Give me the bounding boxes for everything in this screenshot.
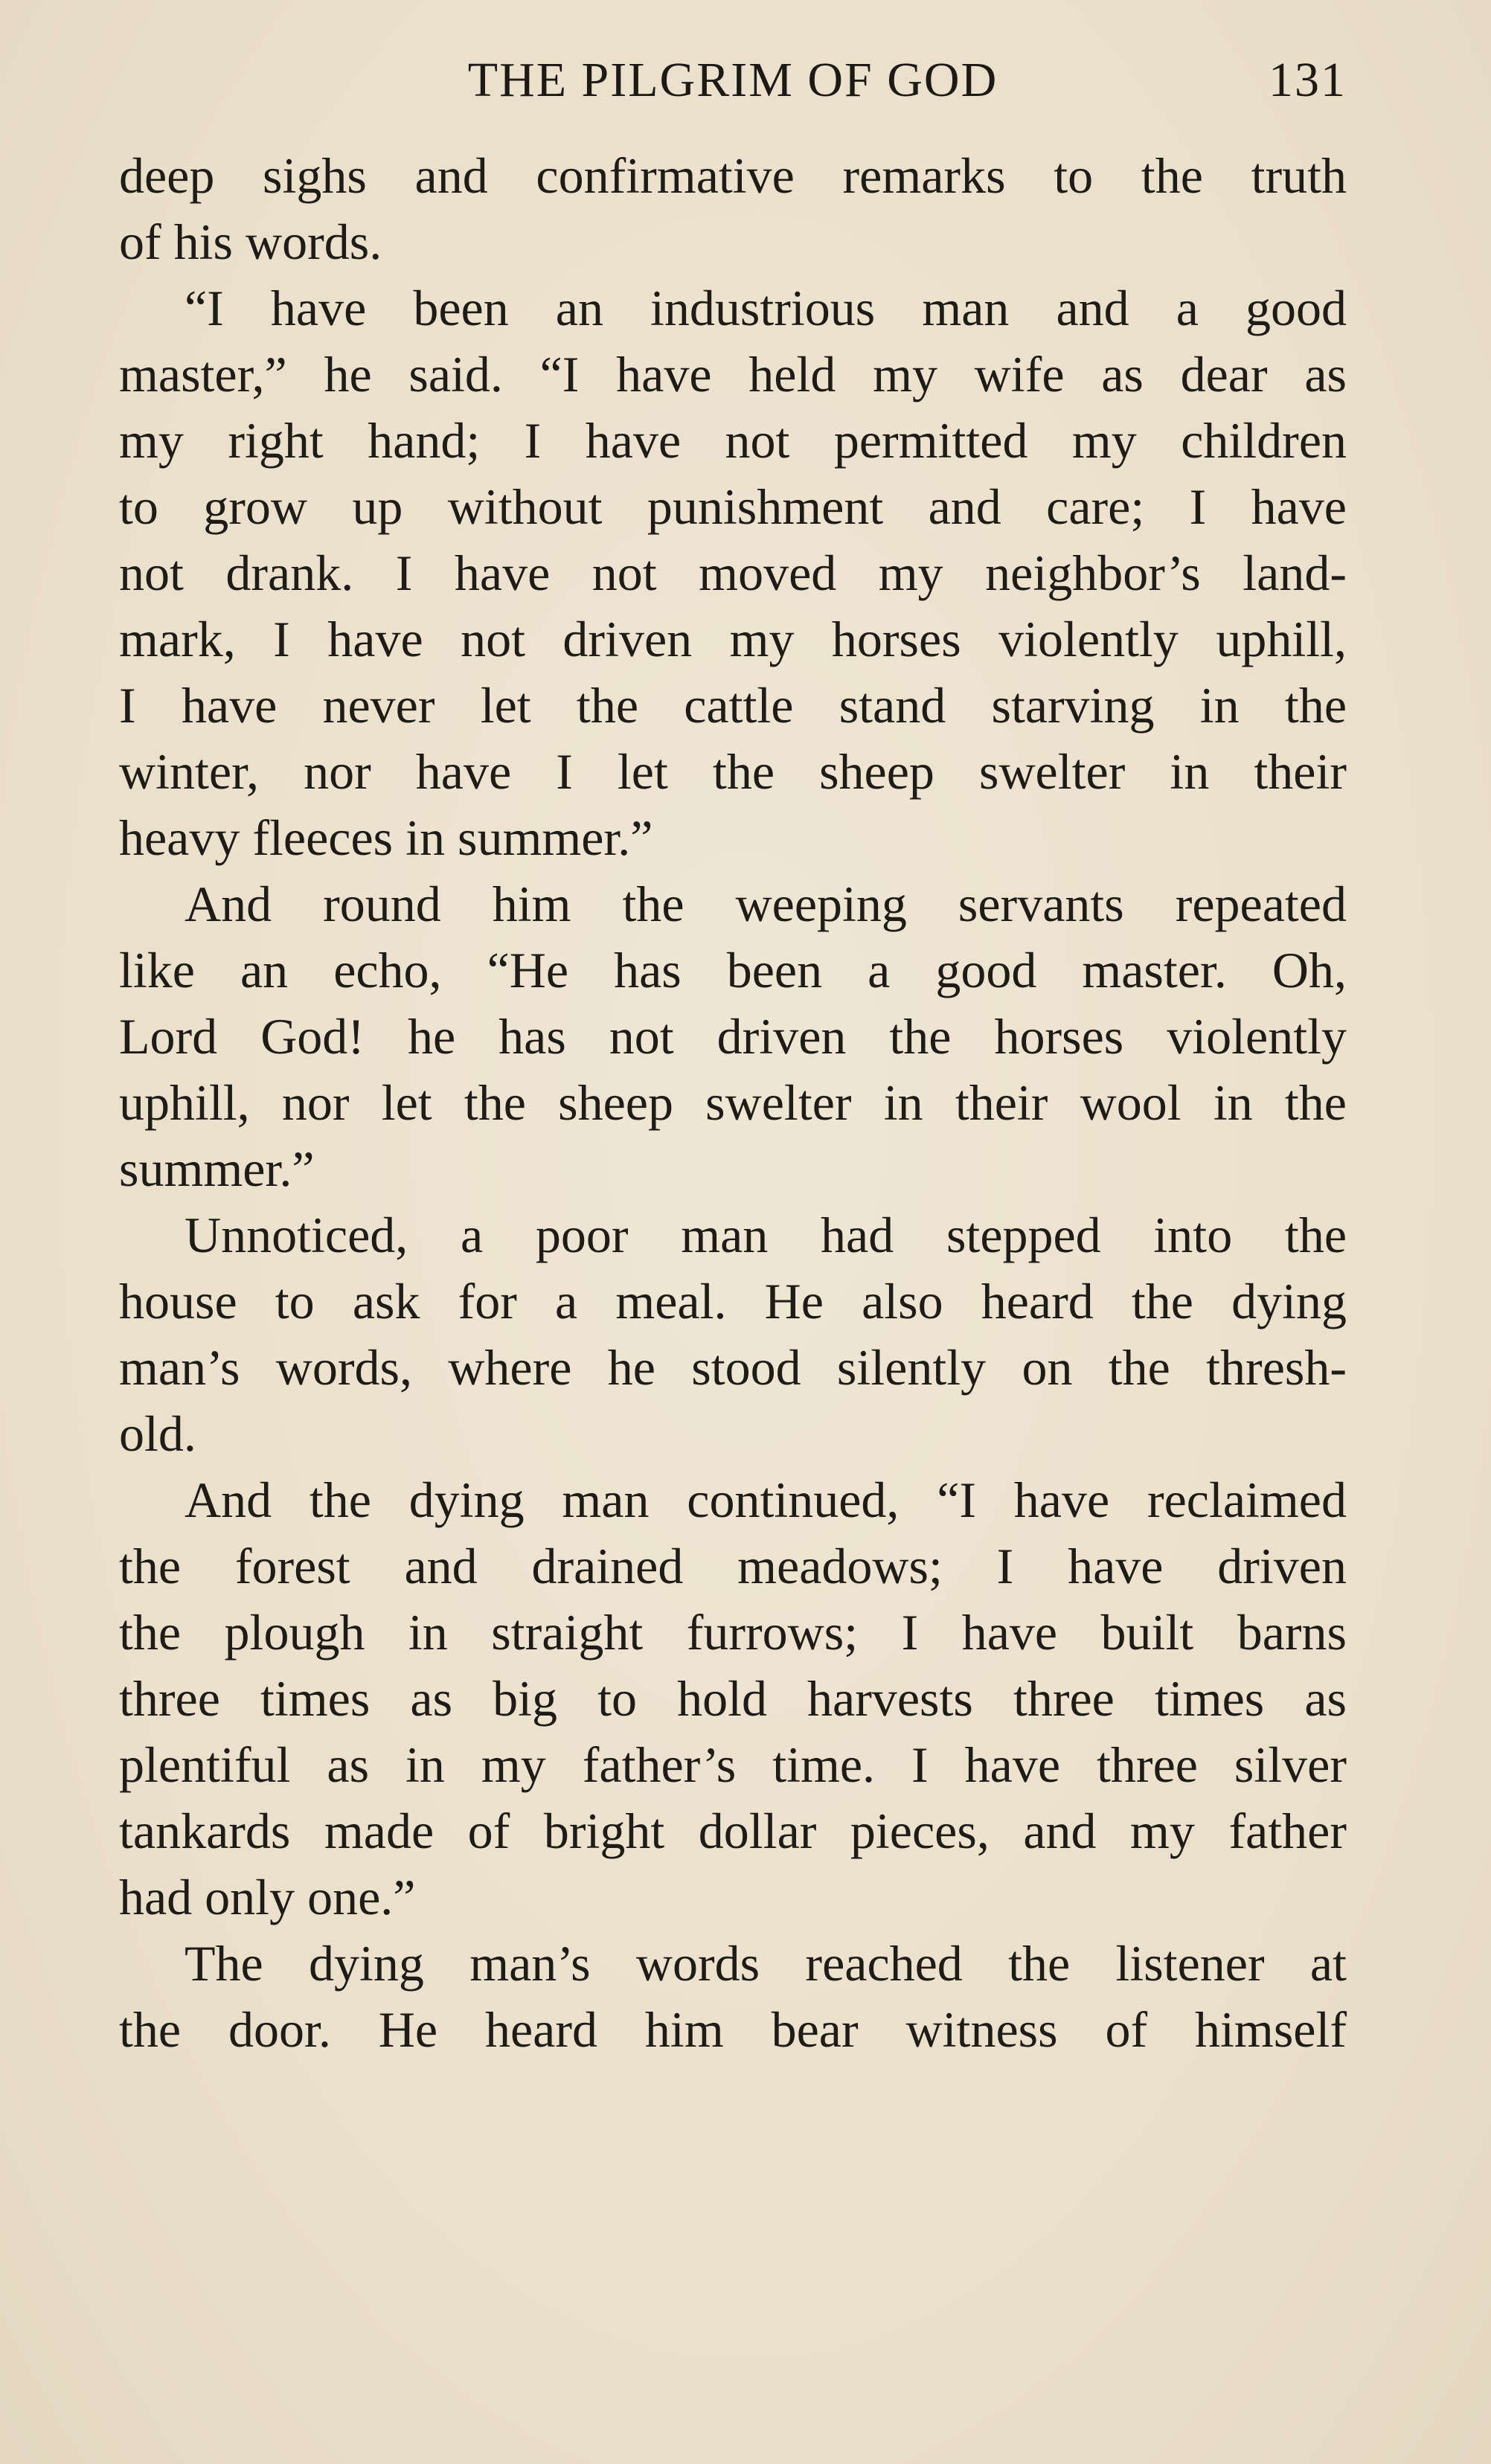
text-line: And the dying man continued, “I have reclaimed bbox=[185, 1472, 1347, 1528]
text-line: the plough in straight furrows; I have built barns bbox=[119, 1604, 1347, 1661]
text-line: like an echo, “He has been a good master. Oh, bbox=[119, 942, 1347, 998]
text-line: summer.” bbox=[119, 1140, 315, 1197]
text-line: master,” he said. “I have held my wife as dear as bbox=[119, 346, 1347, 402]
text-line: man’s words, where he stood silently on the thresh- bbox=[119, 1339, 1347, 1396]
text-line: The dying man’s words reached the listener at bbox=[185, 1935, 1347, 1992]
text-line: to grow up without punishment and care; I have bbox=[119, 478, 1347, 535]
running-title: THE PILGRIM OF GOD bbox=[467, 53, 998, 107]
text-line: deep sighs and confirmative remarks to the truth bbox=[119, 147, 1347, 204]
text-line: Lord God! he has not driven the horses violently bbox=[119, 1008, 1347, 1065]
text-line: the door. He heard him bear witness of himself bbox=[119, 2001, 1347, 2058]
text-line: had only one.” bbox=[119, 1869, 416, 1925]
text-line: of his words. bbox=[119, 214, 382, 270]
body-text bbox=[119, 143, 1347, 2063]
text-line: the forest and drained meadows; I have driven bbox=[119, 1538, 1347, 1594]
text-line: old. bbox=[119, 1405, 196, 1462]
page-number: 131 bbox=[1269, 53, 1347, 107]
text-line: “I have been an industrious man and a good bbox=[185, 280, 1347, 336]
text-line: three times as big to hold harvests three times as bbox=[119, 1670, 1347, 1727]
text-line: And round him the weeping servants repeated bbox=[185, 876, 1347, 932]
text-line: uphill, nor let the sheep swelter in their wool in the bbox=[119, 1074, 1347, 1131]
text-line: house to ask for a meal. He also heard the dying bbox=[119, 1273, 1347, 1329]
text-line: not drank. I have not moved my neighbor’s land- bbox=[119, 545, 1347, 601]
text-line: my right hand; I have not permitted my children bbox=[119, 412, 1347, 469]
text-line: mark, I have not driven my horses violently uphill, bbox=[119, 611, 1347, 667]
text-line: winter, nor have I let the sheep swelter in their bbox=[119, 743, 1347, 800]
text-line: heavy fleeces in summer.” bbox=[119, 809, 653, 866]
text-line: plentiful as in my father’s time. I have three silver bbox=[119, 1736, 1347, 1793]
text-line: tankards made of bright dollar pieces, and my father bbox=[119, 1803, 1347, 1859]
text-line: Unnoticed, a poor man had stepped into the bbox=[185, 1207, 1347, 1263]
text-line: I have never let the cattle stand starving in the bbox=[119, 677, 1347, 734]
page-header bbox=[119, 52, 1347, 119]
